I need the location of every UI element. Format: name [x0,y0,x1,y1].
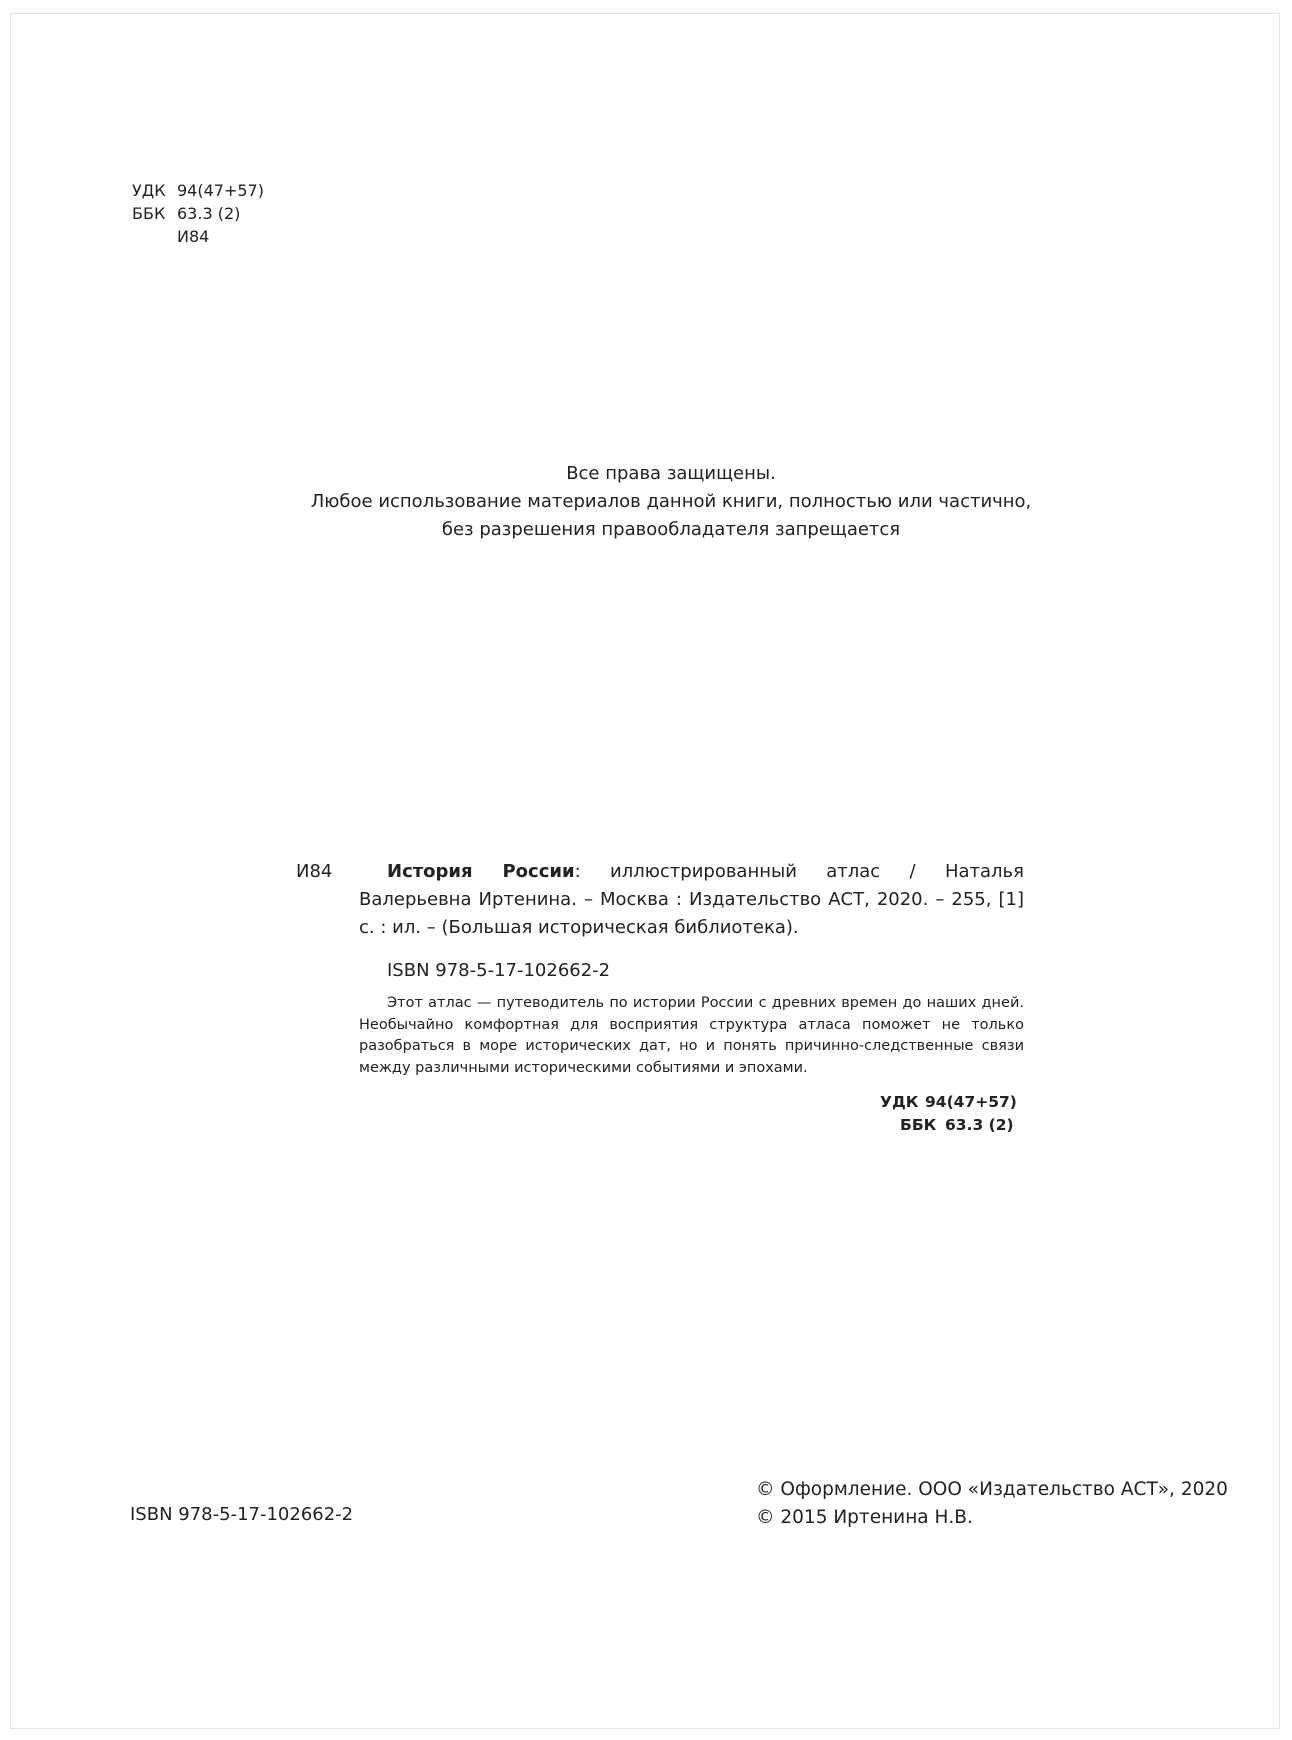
annotation: Этот атлас — путеводитель по истории России с древних времен до наших дней. Необычайно комфортная для восприятия структура атласа поможет не только разобраться в море исторических дат, но и понять причинно-следственные связи между различными историческими событиями и эпохами. [359,995,1024,1076]
classification-block [132,179,264,248]
udk-label: УДК [132,181,166,200]
bbk-label: ББК [132,204,166,223]
bbk-row [132,202,264,225]
record-bbk-value: 63.3 (2) [945,1116,1014,1134]
record-index-code: И84 [296,861,333,882]
record-bbk-label: ББК [900,1116,937,1134]
footer-isbn: ISBN 978-5-17-102662-2 [130,1504,354,1525]
record-udk-value: 94(47+57) [925,1093,1017,1111]
copyright-block [756,1476,1228,1532]
copyright-line-2: © 2015 Иртенина Н.В. [756,1507,973,1528]
rights-line-3: без разрешения правообладателя запрещается [441,519,901,540]
record-classification [880,1091,1017,1137]
record-bbk-row [880,1114,1017,1137]
udk-value: 94(47+57) [177,181,264,200]
copyright-line-1: © Оформление. ООО «Издательство АСТ», 2020 [756,1479,1228,1500]
bibliographic-description [359,858,1024,942]
bbk-value: 63.3 (2) [177,204,241,223]
udk-row [132,179,264,202]
author-mark-row [132,225,264,248]
record-udk-row [880,1091,1017,1114]
rights-line-1: Все права защищены. [566,463,776,484]
rights-line-2: Любое использование материалов данной книги, полностью или частично, [310,491,1032,512]
author-mark: И84 [177,227,210,246]
book-description: : иллюстрированный атлас / Наталья Валерьевна Иртенина. – Москва : Издательство АСТ, 2020. – 255, [1] с. : ил. – (Большая историческая библиотека). [359,861,1024,938]
record-udk-label: УДК [880,1093,919,1111]
record-isbn: ISBN 978-5-17-102662-2 [387,960,611,981]
rights-notice [0,460,1292,544]
book-title: История России [387,861,575,882]
